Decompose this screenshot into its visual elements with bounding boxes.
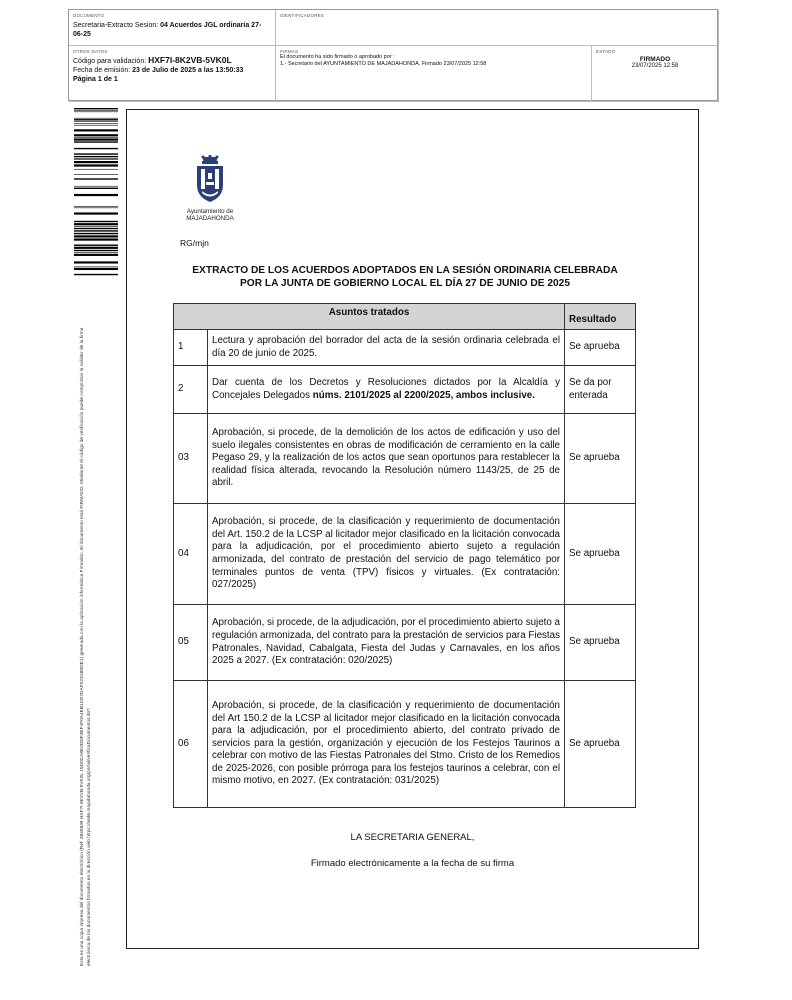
ayuntamiento-logo <box>180 155 240 225</box>
barcode-bar <box>74 158 118 159</box>
firmas-line2: 1.- Secretario del AYUNTAMIENTO DE MAJADAHONDA. Firmado 23/07/2025 12:58 <box>280 61 487 67</box>
codigo-validacion: Código para validación: HXF7I-8K2VB-5VK0L <box>73 55 232 65</box>
barcode-bar <box>74 134 118 136</box>
barcode-bar <box>74 129 118 131</box>
barcode-bar <box>74 208 118 209</box>
otros-datos-cell <box>69 46 276 102</box>
table-row <box>174 681 636 808</box>
barcode-bar <box>74 108 118 109</box>
logo-line2: MAJADAHONDA <box>186 215 234 222</box>
barcode-bar <box>74 110 118 111</box>
signature-title: LA SECRETARIA GENERAL, <box>350 832 475 843</box>
barcode-bar <box>74 112 118 113</box>
row-result: Se aprueba <box>565 681 636 808</box>
row-number: 06 <box>174 681 208 808</box>
barcode-bar <box>74 141 118 142</box>
barcode-bar <box>74 267 118 268</box>
barcode-bar <box>74 137 118 138</box>
barcode-bar <box>74 153 118 154</box>
estado-value: FIRMADO <box>639 56 671 63</box>
table-row <box>174 504 636 605</box>
identificadores-cell <box>276 10 719 46</box>
document-title <box>174 264 636 290</box>
row-text: Aprobación, si procede, de la adjudicación, por el procedimiento abierto sujeto a regulación armonizada, del contrato para la prestación de servicios para Fiestas Patronales, Navidad, Cabalgata, Fiesta del Judas y Carnavales, en los años 2025 a 2027. (Ex contratación: 020/2025) <box>208 605 565 681</box>
barcode-bar <box>74 230 118 231</box>
table-row <box>174 414 636 504</box>
documento-value: Secretaria-Extracto Sesion: 04 Acuerdos JGL ordinaria 27-06-25 <box>73 22 262 38</box>
coat-of-arms-icon <box>191 155 229 203</box>
barcode-bar <box>74 268 118 270</box>
row-text: Aprobación, si procede, de la demolición de los actos de edificación y uso del suelo ilegales consistentes en obras de modificación de cerramiento en la calle Pegaso 29, y la realización de los actos que sean oportunos para restablecer la realidad física alterada, revocando la Resolución número 1143/25, de 25 de abril. <box>208 414 565 504</box>
signature-note: Firmado electrónicamente a la fecha de su firma <box>310 858 515 869</box>
row-number: 1 <box>174 330 208 366</box>
row-text: Aprobación, si procede, de la clasificación y requerimiento de documentación del Art. 150.2 de la LCSP al licitador mejor clasificado en la licitación convocada para la adjudicación, por el procedimiento abierto sujeto a regulación armonizada, del contrato de prestación del servicio de pago telemático por terminales puntos de venta (TPV) físicos y virtuales. (Ex contratación: 027/2025) <box>208 504 565 605</box>
barcode-bar <box>74 244 118 245</box>
row-text: Lectura y aprobación del borrador del acta de la sesión ordinaria celebrada el día 20 de junio de 2025. <box>208 330 565 366</box>
barcode-bar <box>74 186 118 187</box>
documento-cell <box>69 10 276 46</box>
barcode-bar <box>74 261 118 263</box>
estado-cell <box>592 46 719 102</box>
barcode-bar <box>74 252 118 253</box>
barcode-bar <box>74 194 118 196</box>
title-line1: EXTRACTO DE LOS ACUERDOS ADOPTADOS EN LA SESIÓN ORDINARIA CELEBRADA <box>192 265 618 276</box>
row-number: 2 <box>174 366 208 414</box>
barcode-bar <box>74 138 118 140</box>
agreements-table <box>173 303 636 808</box>
row-result: Se aprueba <box>565 605 636 681</box>
estado-label: ESTADO <box>596 49 616 54</box>
logo-line1: Ayuntamiento de <box>186 208 234 215</box>
barcode-bar <box>74 123 118 124</box>
barcode-bar <box>74 206 118 207</box>
barcode-bar <box>74 174 118 175</box>
table-row <box>174 605 636 681</box>
col-asuntos-header: Asuntos tratados <box>174 304 565 330</box>
barcode-bar <box>74 254 118 256</box>
row-text: Aprobación, si procede, de la clasificación y requerimiento de documentación del Art 150.2 de la LCSP al licitador mejor clasificado en la licitación convocada para la adjudicación, por el procedimiento abierto, del contrato privado de servicios para la gestión, organización y ejecución de los Festejos Taurinos a celebrar con motivo de las Fiestas Patronales del Stmo. Cristo de los Remedios de 2025-2026, con posible prórroga para los festejos taurinos a celebrar, con el mismo motivo, en 2027. (Ex contratación: 031/2025) <box>208 681 565 808</box>
barcode-bar <box>74 228 118 229</box>
row-result: Se aprueba <box>565 504 636 605</box>
reference-code: RG/mjn <box>180 238 209 248</box>
barcode-bar <box>74 119 118 120</box>
row-text: Dar cuenta de los Decretos y Resoluciones dictados por la Alcaldía y Concejales Delegados núms. 2101/2025 al 2200/2025, ambos inclusive. <box>208 366 565 414</box>
col-resultado-header: Resultado <box>565 304 636 330</box>
barcode-bar <box>74 233 118 234</box>
table-row <box>174 366 636 414</box>
row-number: 05 <box>174 605 208 681</box>
table-header-row <box>174 304 636 330</box>
barcode-bar <box>74 235 118 237</box>
estado-date: 23/07/2025 12:58 <box>631 63 679 69</box>
codigo-validacion-value[interactable]: HXF7I-8K2VB-5VK0L <box>148 55 232 65</box>
title-line2: POR LA JUNTA DE GOBIERNO LOCAL EL DÍA 27 DE JUNIO DE 2025 <box>239 278 571 289</box>
barcode-bar <box>74 118 118 119</box>
row-number: 03 <box>174 414 208 504</box>
identificadores-label: IDENTIFICADORES <box>280 13 325 18</box>
document-header <box>68 9 718 101</box>
barcode-bar <box>74 238 118 240</box>
barcode-bar <box>74 159 118 160</box>
barcode-bar <box>74 125 118 126</box>
barcode-bar <box>74 221 118 222</box>
firmas-line1: El documento ha sido firmado o aprobado por : <box>280 54 395 60</box>
barcode <box>74 108 118 276</box>
pagina-info: Página 1 de 1 <box>73 76 118 83</box>
otros-datos-label: OTROS DATOS <box>73 49 108 54</box>
row-number: 04 <box>174 504 208 605</box>
row-result: Se aprueba <box>565 414 636 504</box>
side-verification-text: Esta es una copia impresa del documento electrónico (Ref: 3849839 HXF7I-8K2VB-5VK0L 15D0CA8E2DDF3EF4F0A4EB1CE7DAF0231B9DE1) generada con la aplicación informática Firmadoc. El documento está FIRMADO. Mediante el código de verificación puede comprobar la validez de la firma electrónica de los documentos firmados en la dirección web https://sede.majadahonda.org/portal/verificaDocumentos.do? <box>80 327 92 966</box>
barcode-bar <box>74 161 118 163</box>
table-row <box>174 330 636 366</box>
barcode-bar <box>74 226 118 227</box>
row-result: Se da por enterada <box>565 366 636 414</box>
barcode-bar <box>74 212 118 214</box>
barcode-bar <box>74 164 118 166</box>
barcode-bar <box>74 178 118 179</box>
barcode-bar <box>74 274 118 275</box>
barcode-bar <box>74 121 118 122</box>
documento-label: DOCUMENTO <box>73 13 105 18</box>
row-result: Se aprueba <box>565 330 636 366</box>
fecha-emision: Fecha de emisión: 23 de Julio de 2025 a las 13:50:33 <box>73 67 244 74</box>
barcode-bar <box>74 169 118 170</box>
firmas-cell <box>276 46 592 102</box>
barcode-bar <box>74 188 118 189</box>
barcode-bar <box>74 148 118 149</box>
barcode-bar <box>74 223 118 225</box>
barcode-bar <box>74 250 118 251</box>
barcode-bar <box>74 156 118 157</box>
firmas-label: FIRMAS <box>280 49 299 54</box>
barcode-bar <box>74 247 118 249</box>
